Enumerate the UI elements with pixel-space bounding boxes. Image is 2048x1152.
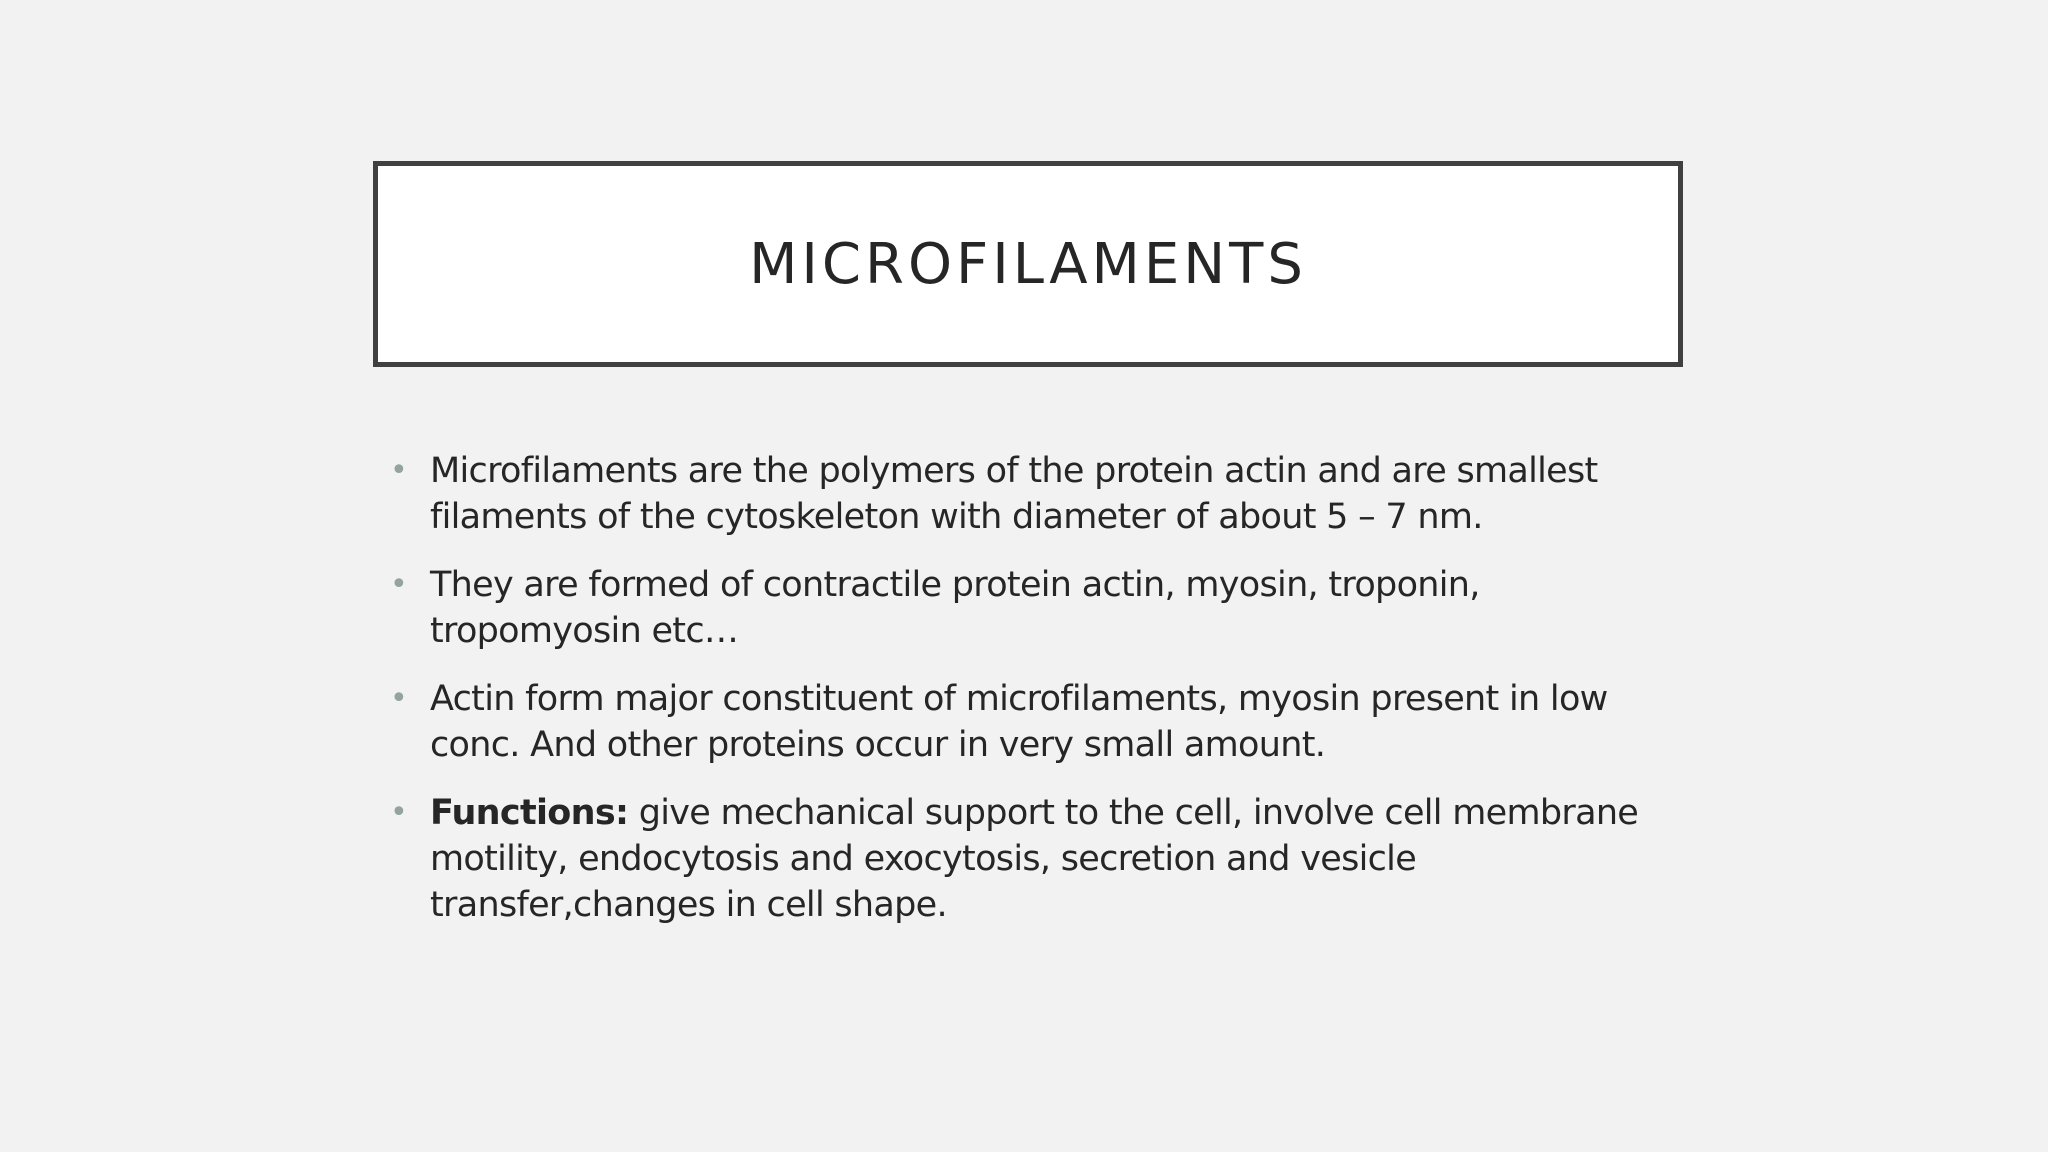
bullet-marker-icon: • [390, 567, 408, 602]
bullet-body: Actin form major constituent of microfilaments, myosin present in low conc. And other proteins occur in very small amount. [430, 679, 1608, 765]
bullet-marker-icon: • [390, 795, 408, 830]
bullet-item-4 [388, 790, 1688, 928]
bullet-item-1 [388, 448, 1688, 540]
bullet-text [430, 562, 1688, 654]
bullet-label: Functions: [430, 793, 629, 833]
bullet-body: give mechanical support to the cell, involve cell membrane motility, endocytosis and exocytosis, secretion and vesicle transfer,changes in cell shape. [430, 793, 1639, 925]
slide-title: MICROFILAMENTS [749, 231, 1307, 297]
bullet-item-2 [388, 562, 1688, 654]
bullet-body: Microfilaments are the polymers of the protein actin and are smallest filaments of the cytoskeleton with diameter of about 5 – 7 nm. [430, 451, 1598, 537]
bullet-text [430, 790, 1688, 928]
title-box [373, 161, 1683, 367]
bullet-text [430, 448, 1688, 540]
bullet-list [388, 448, 1688, 950]
bullet-marker-icon: • [390, 453, 408, 488]
bullet-text [430, 676, 1688, 768]
bullet-body: They are formed of contractile protein actin, myosin, troponin, tropomyosin etc… [430, 565, 1480, 651]
bullet-item-3 [388, 676, 1688, 768]
bullet-marker-icon: • [390, 681, 408, 716]
